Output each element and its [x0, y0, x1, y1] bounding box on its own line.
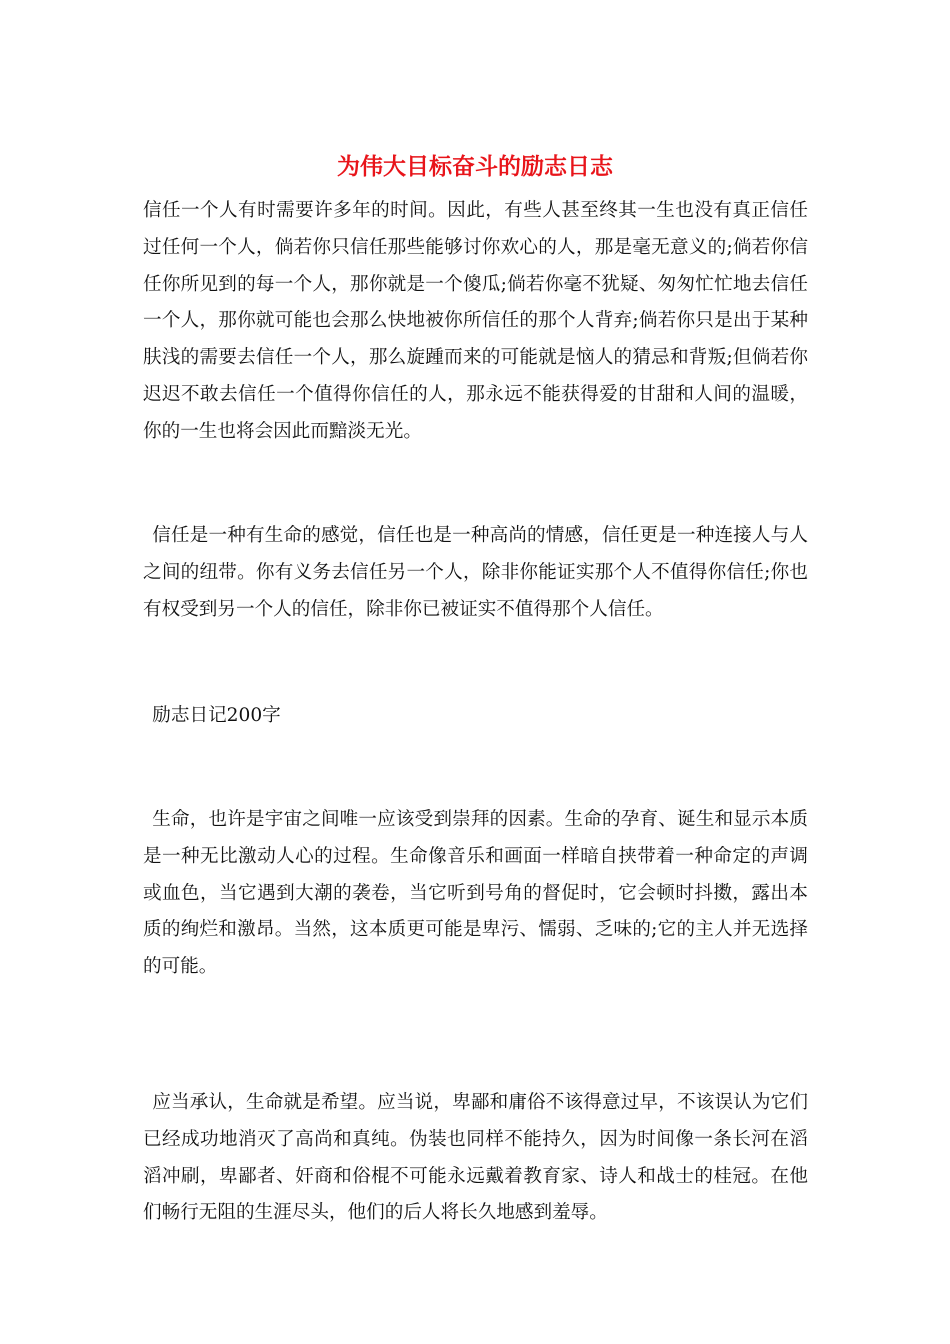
- paragraph-3: 生命，也许是宇宙之间唯一应该受到崇拜的因素。生命的孕育、诞生和显示本质是一种无比激动人心的过程。生命像音乐和画面一样暗自挟带着一种命定的声调或血色，当它遇到大潮的袭卷，当它听到号角的督促时，它会顿时抖擞，露出本质的绚烂和激昂。当然，这本质更可能是卑污、懦弱、乏味的;它的主人并无选择的可能。: [143, 809, 808, 978]
- document-title: 为伟大目标奋斗的励志日志: [337, 154, 613, 180]
- paragraph-2: 信任是一种有生命的感觉，信任也是一种高尚的情感，信任更是一种连接人与人之间的纽带。你有义务去信任另一个人，除非你能证实那个人不值得你信任;你也有权受到另一个人的信任，除非你已被证实不值得那个人信任。: [143, 525, 808, 620]
- subheading-paragraph: 励志日记200字: [152, 705, 281, 726]
- paragraph-4: 应当承认，生命就是希望。应当说，卑鄙和庸俗不该得意过早，不该误认为它们已经成功地消灭了高尚和真纯。伪装也同样不能持久，因为时间像一条长河在滔滔冲刷，卑鄙者、奸商和俗棍不可能永远戴着教育家、诗人和战士的桂冠。在他们畅行无阻的生涯尽头，他们的后人将长久地感到羞辱。: [143, 1092, 808, 1224]
- paragraph-1: 信任一个人有时需要许多年的时间。因此，有些人甚至终其一生也没有真正信任过任何一个人，倘若你只信任那些能够讨你欢心的人，那是毫无意义的;倘若你信任你所见到的每一个人，那你就是一个傻瓜;倘若你毫不犹疑、匆匆忙忙地去信任一个人，那你就可能也会那么快地被你所信任的那个人背弃;倘若你只是出于某种肤浅的需要去信任一个人，那么旋踵而来的可能就是恼人的猜忌和背叛;但倘若你迟迟不敢去信任一个值得你信任的人，那永远不能获得爱的甘甜和人间的温暖，你的一生也将会因此而黯淡无光。: [143, 200, 808, 442]
